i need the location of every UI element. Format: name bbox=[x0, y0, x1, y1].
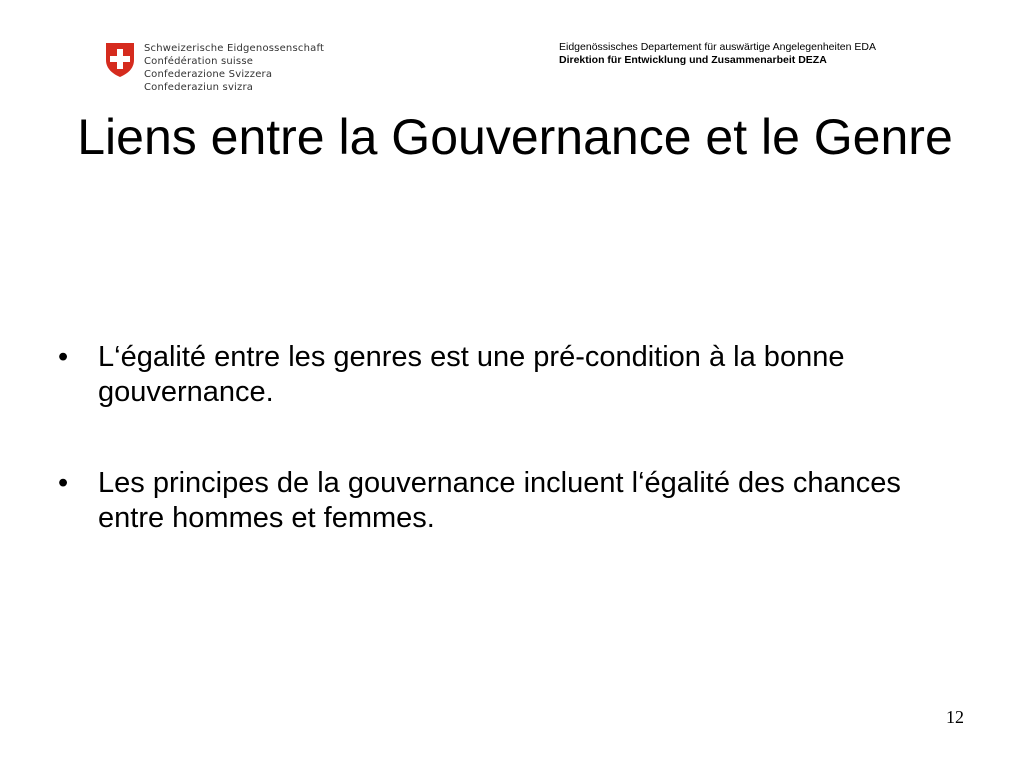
page-number: 12 bbox=[946, 707, 964, 727]
department-header bbox=[559, 41, 876, 67]
directorate-name: Direktion für Entwicklung und Zusammenarbeit DEZA bbox=[559, 54, 827, 66]
logo-text bbox=[144, 42, 324, 94]
bullet-text: Les principes de la gouvernance incluent l‘égalité des chances entre hommes et femmes. bbox=[98, 467, 901, 534]
department-name: Eidgenössisches Departement für auswärtige Angelegenheiten EDA bbox=[559, 41, 876, 53]
bullet-list bbox=[52, 340, 932, 592]
bullet-item bbox=[52, 340, 932, 410]
bullet-marker: • bbox=[58, 467, 69, 499]
bullet-text: L‘égalité entre les genres est une pré-condition à la bonne gouvernance. bbox=[98, 341, 845, 408]
bullet-marker: • bbox=[58, 341, 69, 373]
logo-line-romansh: Confederaziun svizra bbox=[144, 82, 254, 93]
bullet-item bbox=[52, 466, 932, 536]
slide-title: Liens entre la Gouvernance et le Genre bbox=[77, 109, 953, 165]
logo-line-french: Confédération suisse bbox=[144, 56, 254, 67]
logo-line-german: Schweizerische Eidgenossenschaft bbox=[144, 43, 325, 54]
logo-line-italian: Confederazione Svizzera bbox=[144, 69, 273, 80]
swiss-cross-shield-icon bbox=[104, 42, 136, 78]
swiss-confederation-logo bbox=[104, 42, 324, 94]
